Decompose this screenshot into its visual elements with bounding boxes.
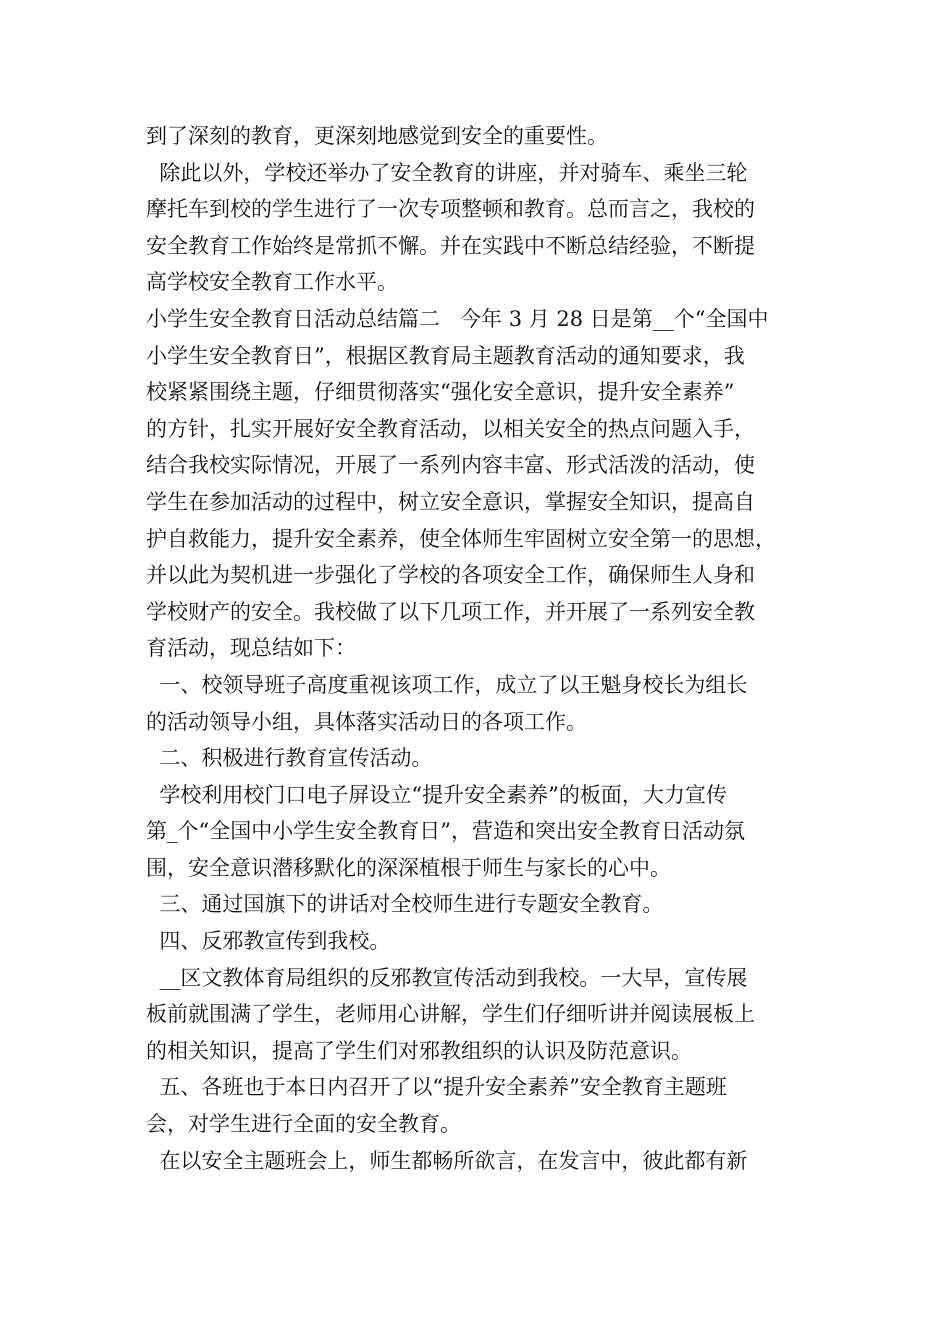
text-line: 安全教育工作始终是常抓不懈。并在实践中不断总结经验，不断提 [146,233,755,258]
text-line: 的方针，扎实开展好安全教育活动，以相关安全的热点问题入手， [146,416,755,441]
text-line: 会，对学生进行全面的安全教育。 [146,1112,461,1137]
text-line: 五、各班也于本日内召开了以“提升安全素养”安全教育主题班 [146,1075,727,1100]
text-line: 三、通过国旗下的讲话对全校师生进行专题安全教育。 [146,892,664,917]
text-line: 的活动领导小组，具体落实活动日的各项工作。 [146,709,587,734]
text-line: 小学生安全教育日”，根据区教育局主题教育活动的通知要求，我 [146,343,745,368]
text-line: 学校利用校门口电子屏设立“提升安全素养”的板面，大力宣传 [146,782,727,807]
text-line: 板前就围满了学生，老师用心讲解，学生们仔细听讲并阅读展板上 [146,1002,755,1027]
text-line: 在以安全主题班会上，师生都畅所欲言，在发言中，彼此都有新 [146,1148,748,1173]
text-line: 护自救能力，提升安全素养，使全体师生牢固树立安全第一的思想， [146,526,776,551]
text-line: 围，安全意识潜移默化的深深植根于师生与家长的心中。 [146,855,671,880]
text-line: 摩托车到校的学生进行了一次专项整顿和教育。总而言之，我校的 [146,197,755,222]
document-body [146,118,826,1179]
text-line: 到了深刻的教育，更深刻地感觉到安全的重要性。 [146,124,608,148]
text-line: 四、反邪教宣传到我校。 [146,929,391,954]
text-line: __区文教体育局组织的反邪教宣传活动到我校。一大早，宣传展 [146,965,748,990]
text-line: 第_个“全国中小学生安全教育日”，营造和突出安全教育日活动氛 [146,819,745,844]
text-line: 的相关知识，提高了学生们对邪教组织的认识及防范意识。 [146,1038,692,1063]
text-line: 校紧紧围绕主题，仔细贯彻落实“强化安全意识，提升安全素养” [146,380,735,405]
text-line: 高学校安全教育工作水平。 [146,270,398,295]
text-line: 学生在参加活动的过程中，树立安全意识，掌握安全知识，提高自 [146,489,755,514]
text-line: 一、校领导班子高度重视该项工作，成立了以王魁身校长为组长 [146,672,748,697]
text-line: 除此以外，学校还举办了安全教育的讲座，并对骑车、乘坐三轮 [146,160,748,185]
text-line: 学校财产的安全。我校做了以下几项工作，并开展了一系列安全教 [146,599,755,624]
text-line: 并以此为契机进一步强化了学校的各项安全工作，确保师生人身和 [146,563,755,588]
text-line: 育活动，现总结如下： [146,636,356,661]
text-line: 结合我校实际情况，开展了一系列内容丰富、形式活泼的活动，使 [146,453,755,478]
text-line: 小学生安全教育日活动总结篇二 今年 3 月 28 日是第__个“全国中 [146,306,769,331]
text-line: 二、积极进行教育宣传活动。 [146,746,433,771]
